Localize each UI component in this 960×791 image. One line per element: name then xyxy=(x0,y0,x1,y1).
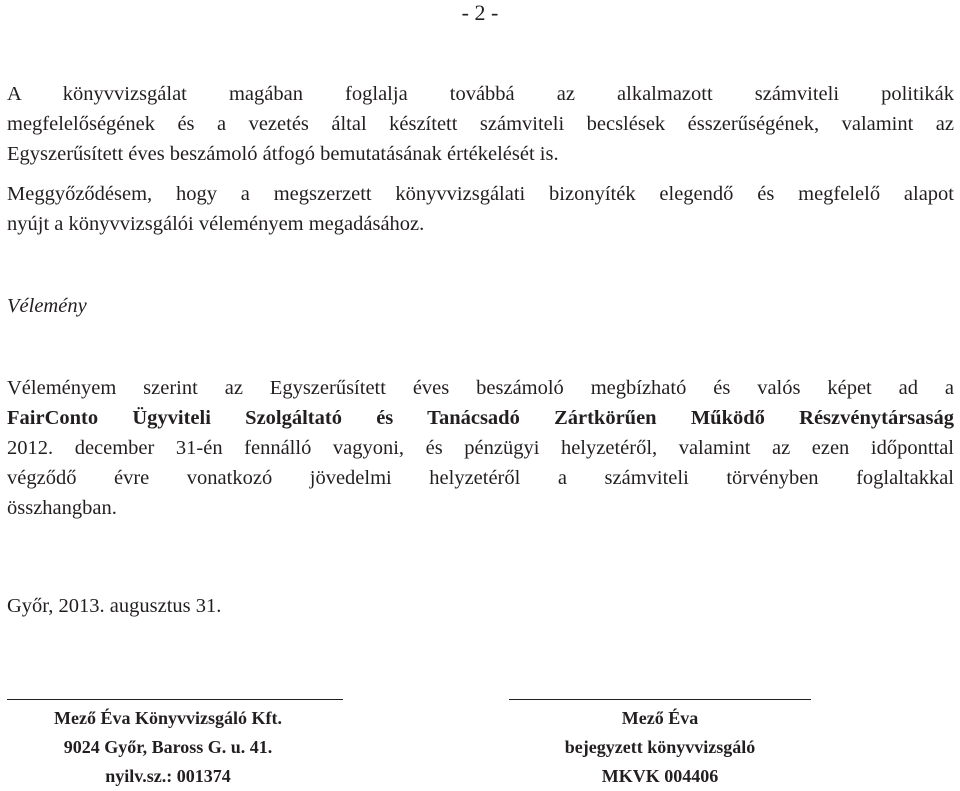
auditor-title: bejegyzett könyvvizsgáló xyxy=(564,737,756,757)
signature-line-left xyxy=(7,699,343,700)
firm-name: Mező Éva Könyvvizsgáló Kft. xyxy=(54,708,282,728)
place-and-date: Győr, 2013. augusztus 31. xyxy=(7,595,222,617)
paragraph-line: végződő évre vonatkozó jövedelmi helyzetéről a számviteli törvényben foglaltakkal xyxy=(7,467,954,489)
paragraph-line: A könyvvizsgálat magában foglalja továbbá az alkalmazott számviteli politikák xyxy=(7,83,954,105)
paragraph-line: nyújt a könyvvizsgálói véleményem megadásához. xyxy=(7,213,425,235)
auditor-name: Mező Éva xyxy=(621,708,699,728)
paragraph-opinion xyxy=(7,373,954,523)
company-name: FairConto Ügyviteli Szolgáltató és Tanácsadó Zártkörűen Működő Részvénytársaság xyxy=(7,407,954,429)
auditor-registration: MKVK 004406 xyxy=(601,766,719,786)
paragraph-line: 2012. december 31-én fennálló vagyoni, és pénzügyi helyzetéről, valamint az ezen időponttal xyxy=(7,437,954,459)
firm-registration: nyilv.sz.: 001374 xyxy=(105,766,231,786)
paragraph-line: összhangban. xyxy=(7,497,117,519)
page-number: - 2 - xyxy=(461,0,499,25)
paragraph-line: megfelelőségének és a vezetés által készített számviteli becslések ésszerűségének, valamint az xyxy=(7,113,954,135)
paragraph-audit-evidence xyxy=(7,179,954,239)
paragraph-audit-scope xyxy=(7,79,954,169)
signature-block-firm xyxy=(0,704,336,791)
signature-block-auditor xyxy=(509,704,811,791)
signature-line-right xyxy=(509,699,811,700)
paragraph-line: Meggyőződésem, hogy a megszerzett könyvvizsgálati bizonyíték elegendő és megfelelő alapot xyxy=(7,183,954,205)
section-heading-opinion: Vélemény xyxy=(7,295,87,317)
firm-address: 9024 Győr, Baross G. u. 41. xyxy=(63,737,273,757)
paragraph-line: Véleményem szerint az Egyszerűsített éves beszámoló megbízható és valós képet ad a xyxy=(7,377,954,399)
paragraph-line: Egyszerűsített éves beszámoló átfogó bemutatásának értékelését is. xyxy=(7,143,559,165)
